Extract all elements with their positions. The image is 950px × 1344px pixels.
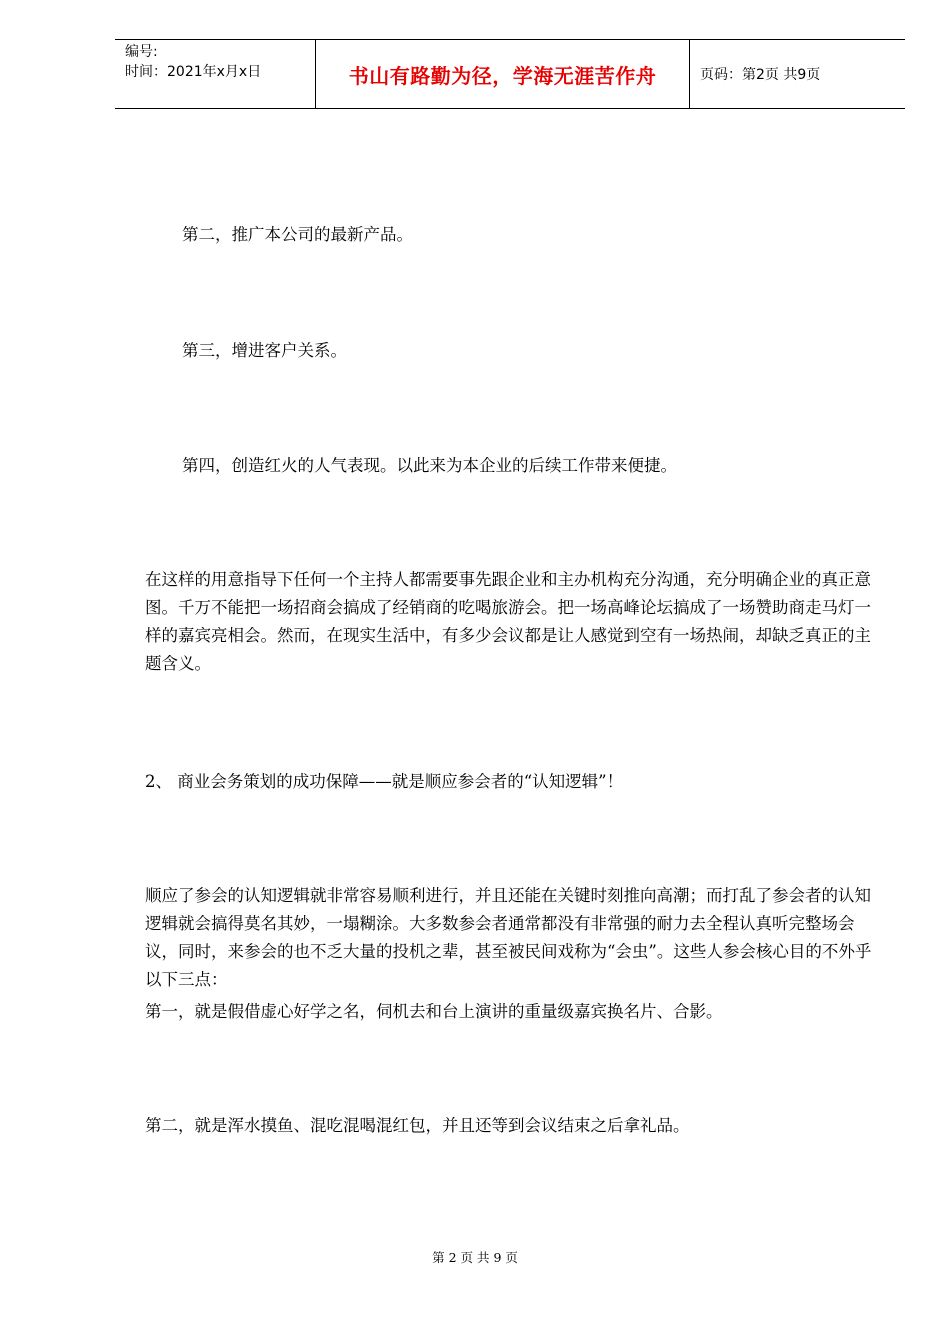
paragraph-point-four: 第四，创造红火的人气表现。以此来为本企业的后续工作带来便捷。 bbox=[182, 456, 677, 475]
page-footer: 第 2 页 共 9 页 bbox=[432, 1250, 518, 1265]
paragraph-cognitive-logic: 顺应了参会的认知逻辑就非常容易顺利进行，并且还能在关键时刻推向高潮；而打乱了参会者的认知逻辑就会搞得莫名其妙，一塌糊涂。大多数参会者通常都没有非常强的耐力去全程认真听完整场会议，同时，来参会的也不乏大量的投机之辈，甚至被民间戏称为“会虫”。这些人参会核心目的不外乎以下三点： bbox=[145, 886, 872, 989]
document-number-label: 编号: bbox=[125, 44, 158, 60]
paragraph-purpose-two: 第二，就是浑水摸鱼、混吃混喝混红包，并且还等到会议结束之后拿礼品。 bbox=[145, 1116, 690, 1135]
paragraph-purpose-one: 第一，就是假借虚心好学之名，伺机去和台上演讲的重量级嘉宾换名片、合影。 bbox=[145, 1002, 723, 1021]
header-motto: 书山有路勤为径，学海无涯苦作舟 bbox=[348, 63, 657, 88]
paragraph-point-three: 第三，增进客户关系。 bbox=[182, 341, 347, 360]
document-time-label: 时间：2021年x月x日 bbox=[125, 64, 262, 80]
page-header bbox=[115, 39, 905, 109]
header-meta bbox=[115, 40, 315, 108]
paragraph-intent: 在这样的用意指导下任何一个主持人都需要事先跟企业和主办机构充分沟通，充分明确企业的真正意图。千万不能把一场招商会搞成了经销商的吃喝旅游会。把一场高峰论坛搞成了一场赞助商走马灯一样的嘉宾亮相会。然而，在现实生活中，有多少会议都是让人感觉到空有一场热闹，却缺乏真正的主题含义。 bbox=[145, 570, 871, 673]
section-heading-2: 2、 商业会务策划的成功保障——就是顺应参会者的“认知逻辑”！ bbox=[145, 772, 624, 791]
header-page-number: 页码：第2页 共9页 bbox=[700, 67, 821, 83]
paragraph-point-two: 第二，推广本公司的最新产品。 bbox=[182, 225, 413, 244]
